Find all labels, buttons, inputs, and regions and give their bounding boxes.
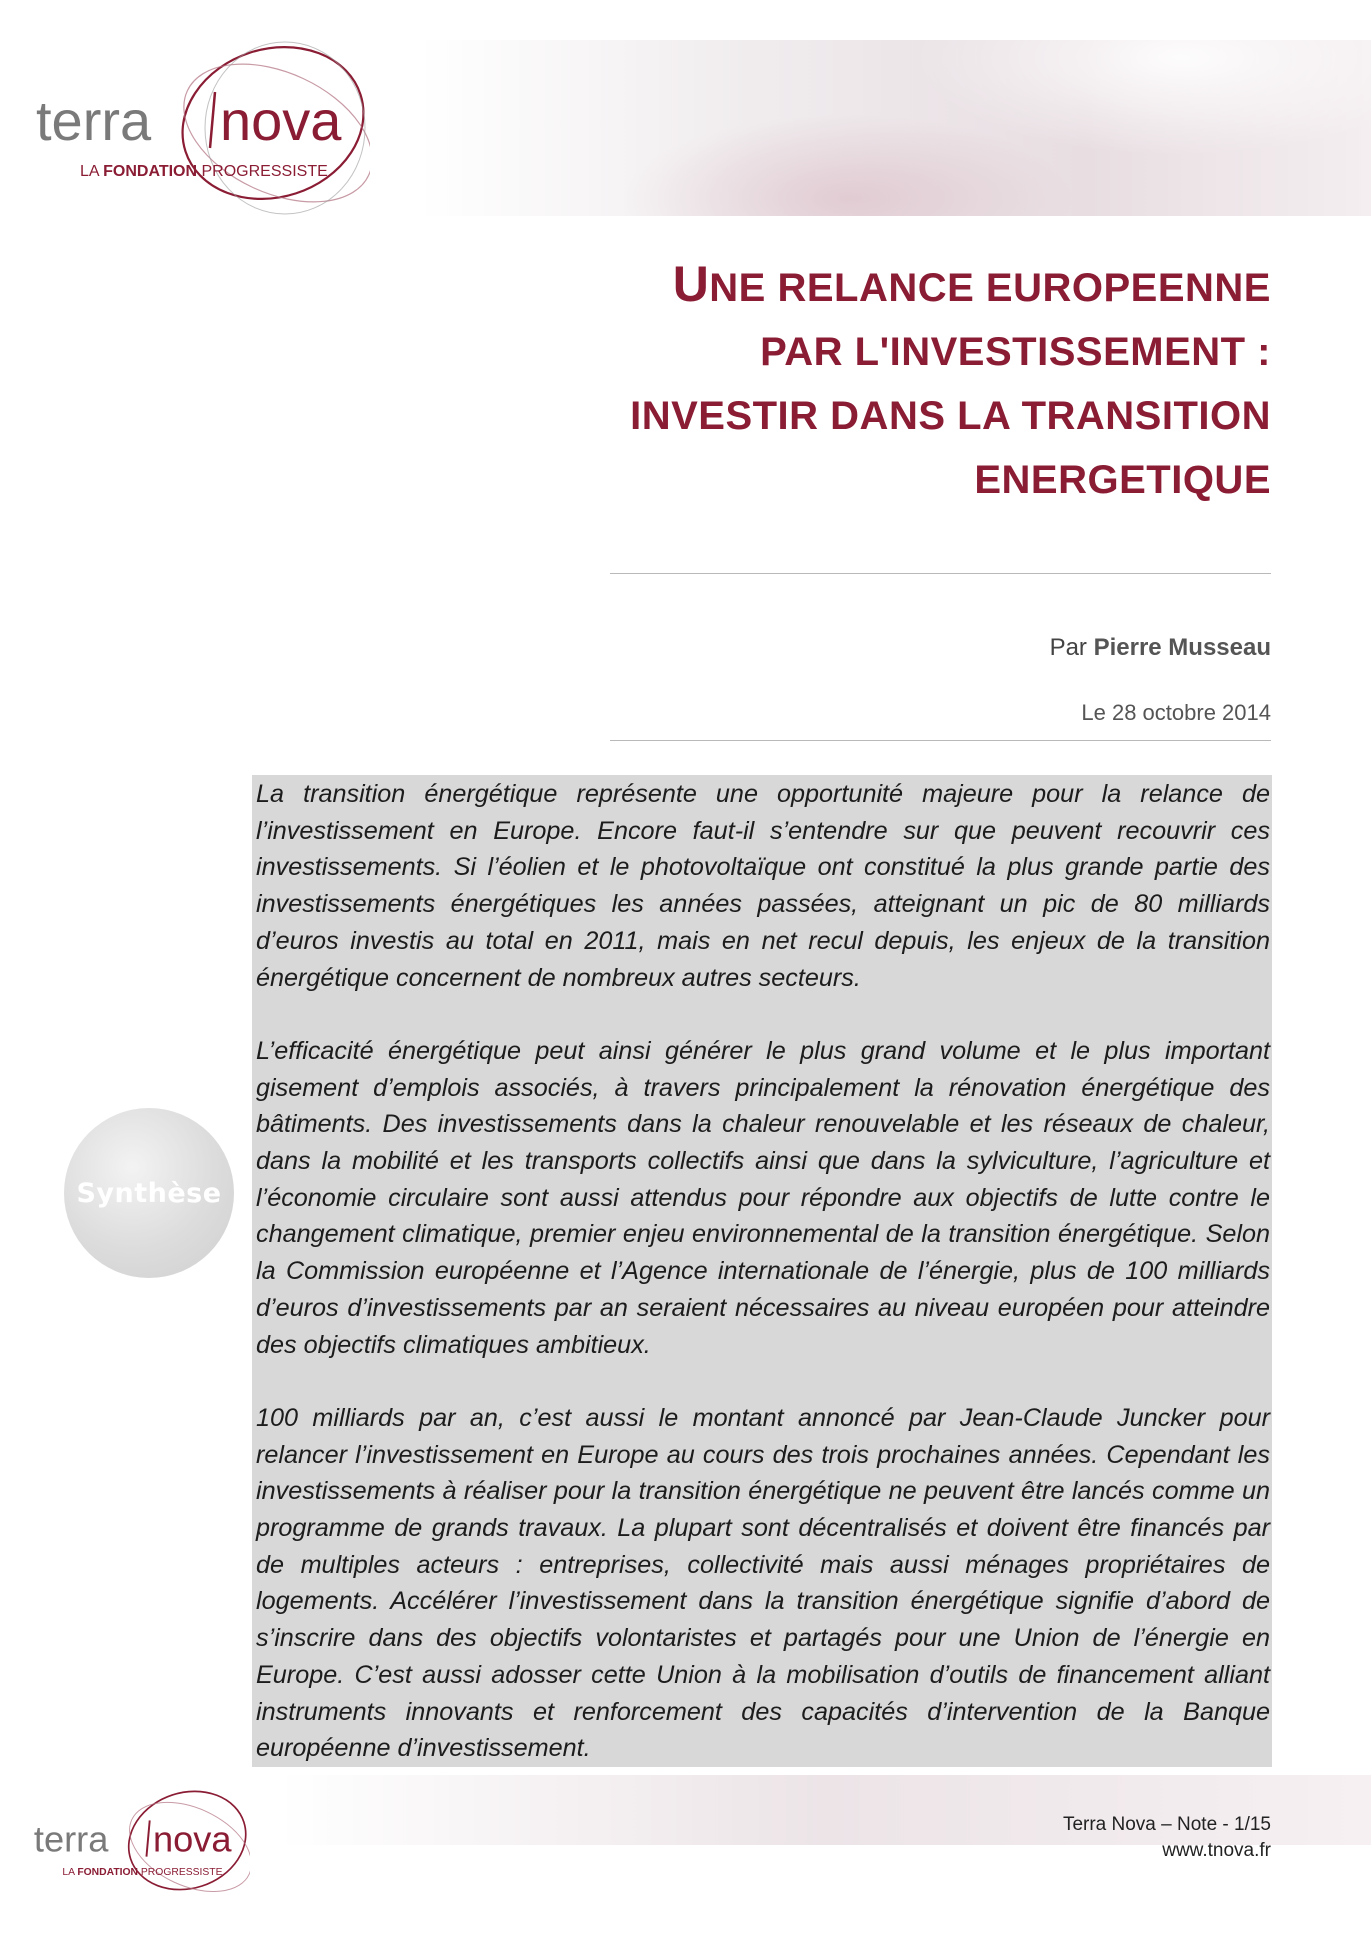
svg-text:terra: terra [33,1818,109,1860]
logo-word-terra: terra [36,89,152,152]
title-line-2: PAR L'INVESTISSEMENT : [760,330,1271,374]
svg-text:LA FONDATION PROGRESSISTE: LA FONDATION PROGRESSISTE [62,1866,223,1878]
synthese-badge [64,1108,234,1278]
svg-text:nova: nova [152,1818,232,1860]
synthese-paragraph: 100 milliards par an, c’est aussi le montant annoncé par Jean-Claude Juncker pour relancer l’investissement en Europe au cours des trois prochaines années. Cependant les investissements à réaliser pour la transition énergétique ne peuvent être lancés comme un programme de grands travaux. La plupart sont décentralisés et doivent être financés par de multiples acteurs : entreprises, collectivité mais aussi ménages propriétaires de logements. Accélérer l’investissement dans la transition énergétique signifie d’abord de s’inscrire dans des objectifs volontaristes et partagés pour une Union de l’énergie en Europe. C’est aussi adosser cette Union à la mobilisation d’outils de financement alliant instruments innovants et renforcement des capacités d’intervention de la Banque européenne d’investissement. [256,1403,1270,1763]
header-decoration [420,40,1371,216]
synthese-text [256,776,1270,1767]
title-line-1: UNE RELANCE EUROPEENNE [672,256,1271,312]
footer-info [1063,1812,1271,1864]
divider [610,573,1271,574]
terra-nova-logo [30,30,370,230]
publication-date: Le 28 octobre 2014 [1081,700,1271,725]
logo-word-nova: nova [220,89,342,152]
logo-tagline: LA FONDATION PROGRESSISTE [80,163,328,180]
author-name: Pierre Musseau [1093,634,1271,661]
document-title [511,252,1271,512]
title-line-3: INVESTIR DANS LA TRANSITION [630,394,1271,438]
title-line-4: ENERGETIQUE [974,458,1271,502]
footer-website-link[interactable]: www.tnova.fr [1162,1840,1271,1861]
terra-nova-footer-logo [30,1780,250,1910]
divider [610,740,1271,741]
footer-page-note: Terra Nova – Note - 1/15 [1062,1814,1271,1835]
synthese-label: Synthèse [76,1177,222,1209]
byline: Par Pierre Musseau [1049,634,1271,661]
synthese-paragraph: L’efficacité énergétique peut ainsi générer le plus grand volume et le plus important gisement d’emplois associés, à travers principalement la rénovation énergétique des bâtiments. Des investissements dans la chaleur renouvelable et les réseaux de chaleur, dans la mobilité et les transports collectifs ainsi que dans la sylviculture, l’agriculture et l’économie circulaire sont aussi attendus pour répondre aux objectifs de lutte contre le changement climatique, premier enjeu environnemental de la transition énergétique. Selon la Commission européenne et l’Agence internationale de l’énergie, plus de 100 milliards d’euros d’investissements par an seraient nécessaires au niveau européen pour atteindre des objectifs climatiques ambitieux. [256,1036,1270,1359]
synthese-paragraph: La transition énergétique représente une opportunité majeure pour la relance de l’investissement en Europe. Encore faut-il s’entendre sur que peuvent recouvrir ces investissements. Si l’éolien et le photovoltaïque ont constitué la plus grande partie des investissements énergétiques les années passées, atteignant un pic de 80 milliards d’euros investis au total en 2011, mais en net recul depuis, les enjeux de la transition énergétique concernent de nombreux autres secteurs. [256,780,1270,992]
